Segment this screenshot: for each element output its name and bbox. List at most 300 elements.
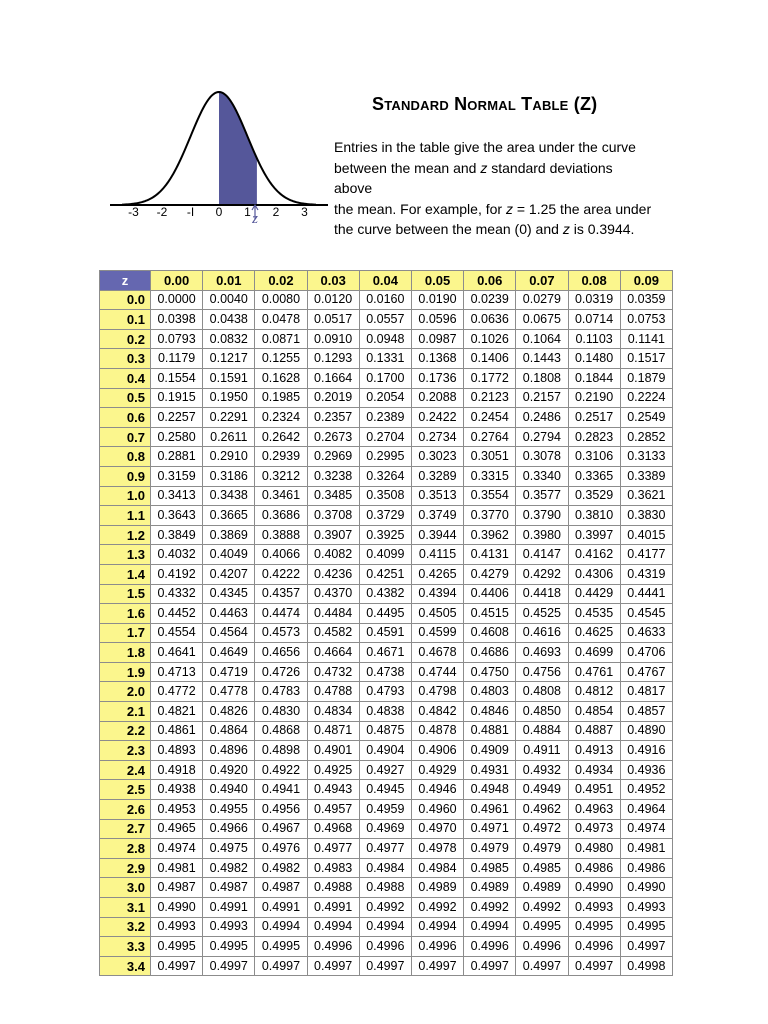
table-cell: 0.3810	[568, 506, 620, 526]
table-cell: 0.1950	[203, 388, 255, 408]
row-header: 1.5	[100, 584, 151, 604]
table-header	[100, 271, 673, 291]
table-row	[100, 604, 673, 624]
table-body	[100, 290, 673, 976]
table-cell: 0.3643	[151, 506, 203, 526]
table-cell: 0.4713	[151, 662, 203, 682]
table-cell: 0.4995	[516, 917, 568, 937]
table-cell: 0.4131	[464, 545, 516, 565]
table-cell: 0.4981	[151, 858, 203, 878]
table-cell: 0.4962	[516, 800, 568, 820]
table-cell: 0.1255	[255, 349, 307, 369]
z-column-header: z	[100, 271, 151, 291]
table-cell: 0.4115	[411, 545, 463, 565]
table-cell: 0.2995	[359, 447, 411, 467]
table-cell: 0.4920	[203, 760, 255, 780]
row-header: 3.4	[100, 956, 151, 976]
table-cell: 0.4641	[151, 643, 203, 663]
table-cell: 0.1368	[411, 349, 463, 369]
row-header: 2.4	[100, 760, 151, 780]
row-header: 1.3	[100, 545, 151, 565]
table-cell: 0.4904	[359, 741, 411, 761]
column-header: 0.06	[464, 271, 516, 291]
table-row	[100, 760, 673, 780]
table-cell: 0.4913	[568, 741, 620, 761]
table-cell: 0.4969	[359, 819, 411, 839]
table-cell: 0.4975	[203, 839, 255, 859]
table-cell: 0.4803	[464, 682, 516, 702]
table-cell: 0.4996	[464, 937, 516, 957]
table-cell: 0.4625	[568, 623, 620, 643]
table-cell: 0.4996	[411, 937, 463, 957]
table-row	[100, 937, 673, 957]
row-header: 0.4	[100, 368, 151, 388]
table-row	[100, 780, 673, 800]
table-cell: 0.4706	[620, 643, 672, 663]
table-cell: 0.4996	[568, 937, 620, 957]
table-cell: 0.0190	[411, 290, 463, 310]
table-cell: 0.4929	[411, 760, 463, 780]
table-cell: 0.4997	[151, 956, 203, 976]
table-cell: 0.3770	[464, 506, 516, 526]
table-cell: 0.4974	[151, 839, 203, 859]
table-cell: 0.4994	[307, 917, 359, 937]
table-cell: 0.4664	[307, 643, 359, 663]
table-cell: 0.4082	[307, 545, 359, 565]
table-cell: 0.2611	[203, 427, 255, 447]
table-cell: 0.4993	[151, 917, 203, 937]
table-cell: 0.2486	[516, 408, 568, 428]
table-cell: 0.4997	[568, 956, 620, 976]
table-cell: 0.4878	[411, 721, 463, 741]
table-cell: 0.4991	[255, 898, 307, 918]
table-cell: 0.0987	[411, 329, 463, 349]
table-cell: 0.2794	[516, 427, 568, 447]
table-row	[100, 486, 673, 506]
table-cell: 0.4406	[464, 584, 516, 604]
table-cell: 0.3830	[620, 506, 672, 526]
axis-tick-label: 1	[244, 205, 251, 219]
table-cell: 0.0239	[464, 290, 516, 310]
table-cell: 0.1844	[568, 368, 620, 388]
table-cell: 0.4996	[359, 937, 411, 957]
table-cell: 0.4649	[203, 643, 255, 663]
table-cell: 0.4207	[203, 564, 255, 584]
column-header: 0.09	[620, 271, 672, 291]
table-cell: 0.4292	[516, 564, 568, 584]
row-header: 2.8	[100, 839, 151, 859]
table-cell: 0.4997	[255, 956, 307, 976]
table-cell: 0.4992	[516, 898, 568, 918]
table-cell: 0.4671	[359, 643, 411, 663]
table-cell: 0.4616	[516, 623, 568, 643]
axis-tick-label: -2	[156, 205, 168, 219]
row-header: 1.8	[100, 643, 151, 663]
table-cell: 0.3413	[151, 486, 203, 506]
axis-tick-label: -3	[128, 205, 139, 219]
table-cell: 0.3529	[568, 486, 620, 506]
description-z: z	[505, 200, 513, 217]
table-row	[100, 800, 673, 820]
table-cell: 0.3461	[255, 486, 307, 506]
table-row	[100, 878, 673, 898]
table-cell: 0.4979	[516, 839, 568, 859]
table-cell: 0.4932	[516, 760, 568, 780]
table-cell: 0.4830	[255, 702, 307, 722]
table-cell: 0.4049	[203, 545, 255, 565]
table-row	[100, 584, 673, 604]
table-cell: 0.4922	[255, 760, 307, 780]
table-cell: 0.4952	[620, 780, 672, 800]
axis-tick-label: 0	[215, 205, 223, 219]
table-description	[334, 137, 654, 240]
table-cell: 0.4265	[411, 564, 463, 584]
table-cell: 0.4955	[203, 800, 255, 820]
table-cell: 0.4986	[568, 858, 620, 878]
table-cell: 0.3577	[516, 486, 568, 506]
table-row	[100, 545, 673, 565]
table-cell: 0.0478	[255, 310, 307, 330]
table-cell: 0.4452	[151, 604, 203, 624]
table-cell: 0.4656	[255, 643, 307, 663]
table-cell: 0.2673	[307, 427, 359, 447]
table-cell: 0.4994	[411, 917, 463, 937]
table-cell: 0.4066	[255, 545, 307, 565]
table-cell: 0.1293	[307, 349, 359, 369]
table-cell: 0.2224	[620, 388, 672, 408]
table-row	[100, 447, 673, 467]
table-cell: 0.4988	[307, 878, 359, 898]
table-row	[100, 858, 673, 878]
table-cell: 0.4778	[203, 682, 255, 702]
row-header: 2.3	[100, 741, 151, 761]
row-header: 0.5	[100, 388, 151, 408]
row-header: 3.3	[100, 937, 151, 957]
table-cell: 0.4941	[255, 780, 307, 800]
table-cell: 0.3729	[359, 506, 411, 526]
table-cell: 0.4973	[568, 819, 620, 839]
table-cell: 0.2190	[568, 388, 620, 408]
column-header: 0.00	[151, 271, 203, 291]
table-cell: 0.3485	[307, 486, 359, 506]
table-cell: 0.4463	[203, 604, 255, 624]
table-cell: 0.0910	[307, 329, 359, 349]
table-cell: 0.2054	[359, 388, 411, 408]
table-cell: 0.4554	[151, 623, 203, 643]
table-row	[100, 310, 673, 330]
table-cell: 0.3849	[151, 525, 203, 545]
table-cell: 0.4793	[359, 682, 411, 702]
table-cell: 0.4968	[307, 819, 359, 839]
table-cell: 0.0793	[151, 329, 203, 349]
table-cell: 0.3513	[411, 486, 463, 506]
table-row	[100, 956, 673, 976]
table-cell: 0.4957	[307, 800, 359, 820]
table-cell: 0.0359	[620, 290, 672, 310]
table-cell: 0.4761	[568, 662, 620, 682]
table-cell: 0.0557	[359, 310, 411, 330]
table-cell: 0.4564	[203, 623, 255, 643]
table-cell: 0.4976	[255, 839, 307, 859]
table-cell: 0.1772	[464, 368, 516, 388]
table-cell: 0.4965	[151, 819, 203, 839]
table-cell: 0.4925	[307, 760, 359, 780]
column-header: 0.04	[359, 271, 411, 291]
table-cell: 0.4738	[359, 662, 411, 682]
table-cell: 0.4147	[516, 545, 568, 565]
table-cell: 0.3790	[516, 506, 568, 526]
table-cell: 0.4826	[203, 702, 255, 722]
table-cell: 0.4726	[255, 662, 307, 682]
table-cell: 0.4884	[516, 721, 568, 741]
table-cell: 0.4732	[307, 662, 359, 682]
description-line-2b: standard deviations above	[334, 159, 613, 196]
table-cell: 0.3051	[464, 447, 516, 467]
table-cell: 0.0714	[568, 310, 620, 330]
table-cell: 0.4279	[464, 564, 516, 584]
table-row	[100, 506, 673, 526]
table-cell: 0.4948	[464, 780, 516, 800]
table-cell: 0.3186	[203, 466, 255, 486]
page-title: Standard Normal Table (Z)	[372, 94, 598, 114]
column-header: 0.07	[516, 271, 568, 291]
table-cell: 0.4997	[307, 956, 359, 976]
table-cell: 0.2969	[307, 447, 359, 467]
table-row	[100, 290, 673, 310]
table-cell: 0.4951	[568, 780, 620, 800]
table-cell: 0.4990	[568, 878, 620, 898]
table-row	[100, 819, 673, 839]
table-cell: 0.0319	[568, 290, 620, 310]
table-cell: 0.4998	[620, 956, 672, 976]
table-cell: 0.4995	[568, 917, 620, 937]
table-cell: 0.2852	[620, 427, 672, 447]
table-cell: 0.2517	[568, 408, 620, 428]
table-cell: 0.0832	[203, 329, 255, 349]
table-row	[100, 682, 673, 702]
table-cell: 0.4974	[620, 819, 672, 839]
table-cell: 0.4997	[464, 956, 516, 976]
table-cell: 0.3438	[203, 486, 255, 506]
row-header: 0.6	[100, 408, 151, 428]
description-line-1: Entries in the table give the area under the curve	[334, 139, 636, 155]
table-cell: 0.2123	[464, 388, 516, 408]
table-cell: 0.4943	[307, 780, 359, 800]
table-row	[100, 898, 673, 918]
table-cell: 0.4251	[359, 564, 411, 584]
table-cell: 0.2939	[255, 447, 307, 467]
table-cell: 0.4515	[464, 604, 516, 624]
table-cell: 0.2291	[203, 408, 255, 428]
table-cell: 0.4987	[255, 878, 307, 898]
table-cell: 0.4177	[620, 545, 672, 565]
table-cell: 0.3264	[359, 466, 411, 486]
table-cell: 0.1103	[568, 329, 620, 349]
table-cell: 0.4956	[255, 800, 307, 820]
table-cell: 0.0871	[255, 329, 307, 349]
row-header: 3.2	[100, 917, 151, 937]
table-cell: 0.4192	[151, 564, 203, 584]
table-cell: 0.1480	[568, 349, 620, 369]
table-cell: 0.1700	[359, 368, 411, 388]
table-cell: 0.3133	[620, 447, 672, 467]
table-row	[100, 662, 673, 682]
table-cell: 0.1179	[151, 349, 203, 369]
normal-curve-figure	[108, 88, 330, 228]
table-cell: 0.4987	[151, 878, 203, 898]
table-cell: 0.4977	[359, 839, 411, 859]
shaded-area	[219, 92, 257, 205]
row-header: 1.2	[100, 525, 151, 545]
row-header: 1.9	[100, 662, 151, 682]
table-cell: 0.4906	[411, 741, 463, 761]
description-z: z	[562, 221, 570, 237]
table-cell: 0.4997	[620, 937, 672, 957]
table-cell: 0.3686	[255, 506, 307, 526]
column-header: 0.03	[307, 271, 359, 291]
table-cell: 0.4992	[359, 898, 411, 918]
table-cell: 0.4982	[255, 858, 307, 878]
table-cell: 0.4893	[151, 741, 203, 761]
row-header: 0.9	[100, 466, 151, 486]
description-line-2a: between the mean and	[334, 159, 481, 176]
table-cell: 0.2549	[620, 408, 672, 428]
table-cell: 0.3554	[464, 486, 516, 506]
table-cell: 0.1736	[411, 368, 463, 388]
table-cell: 0.4945	[359, 780, 411, 800]
row-header: 1.1	[100, 506, 151, 526]
table-row	[100, 623, 673, 643]
table-cell: 0.2704	[359, 427, 411, 447]
table-cell: 0.4992	[411, 898, 463, 918]
table-cell: 0.2257	[151, 408, 203, 428]
table-cell: 0.4495	[359, 604, 411, 624]
table-cell: 0.4236	[307, 564, 359, 584]
table-cell: 0.3365	[568, 466, 620, 486]
table-cell: 0.4977	[307, 839, 359, 859]
table-cell: 0.3508	[359, 486, 411, 506]
table-cell: 0.0948	[359, 329, 411, 349]
table-cell: 0.4940	[203, 780, 255, 800]
table-cell: 0.4678	[411, 643, 463, 663]
table-cell: 0.4608	[464, 623, 516, 643]
table-cell: 0.4394	[411, 584, 463, 604]
description-line-3b: = 1.25 the area under	[512, 200, 652, 217]
table-cell: 0.3389	[620, 466, 672, 486]
table-cell: 0.1443	[516, 349, 568, 369]
table-cell: 0.3997	[568, 525, 620, 545]
table-row	[100, 643, 673, 663]
table-cell: 0.4834	[307, 702, 359, 722]
table-cell: 0.4162	[568, 545, 620, 565]
row-header: 0.7	[100, 427, 151, 447]
table-cell: 0.4535	[568, 604, 620, 624]
table-row	[100, 564, 673, 584]
table-cell: 0.3078	[516, 447, 568, 467]
table-cell: 0.1628	[255, 368, 307, 388]
table-cell: 0.4911	[516, 741, 568, 761]
table-cell: 0.4931	[464, 760, 516, 780]
table-cell: 0.4846	[464, 702, 516, 722]
table-row	[100, 839, 673, 859]
table-cell: 0.3212	[255, 466, 307, 486]
row-header: 2.9	[100, 858, 151, 878]
table-cell: 0.4838	[359, 702, 411, 722]
row-header: 0.0	[100, 290, 151, 310]
table-cell: 0.1026	[464, 329, 516, 349]
table-cell: 0.4967	[255, 819, 307, 839]
row-header: 1.0	[100, 486, 151, 506]
table-cell: 0.4997	[516, 956, 568, 976]
table-cell: 0.4756	[516, 662, 568, 682]
row-header: 1.7	[100, 623, 151, 643]
table-cell: 0.0675	[516, 310, 568, 330]
table-cell: 0.4949	[516, 780, 568, 800]
table-cell: 0.4990	[620, 878, 672, 898]
table-cell: 0.4898	[255, 741, 307, 761]
table-cell: 0.4633	[620, 623, 672, 643]
table-cell: 0.2642	[255, 427, 307, 447]
table-cell: 0.1554	[151, 368, 203, 388]
table-cell: 0.4868	[255, 721, 307, 741]
table-cell: 0.4995	[255, 937, 307, 957]
table-cell: 0.4817	[620, 682, 672, 702]
table-cell: 0.3315	[464, 466, 516, 486]
table-cell: 0.4864	[203, 721, 255, 741]
table-cell: 0.4744	[411, 662, 463, 682]
table-cell: 0.2881	[151, 447, 203, 467]
table-cell: 0.1217	[203, 349, 255, 369]
table-cell: 0.4909	[464, 741, 516, 761]
table-cell: 0.1879	[620, 368, 672, 388]
table-cell: 0.0398	[151, 310, 203, 330]
table-cell: 0.3925	[359, 525, 411, 545]
row-header: 0.3	[100, 349, 151, 369]
table-cell: 0.4993	[620, 898, 672, 918]
table-cell: 0.1591	[203, 368, 255, 388]
table-cell: 0.2764	[464, 427, 516, 447]
table-cell: 0.4934	[568, 760, 620, 780]
table-cell: 0.4857	[620, 702, 672, 722]
description-line-3a: the mean. For example, for	[334, 200, 506, 217]
table-row	[100, 388, 673, 408]
table-cell: 0.3238	[307, 466, 359, 486]
table-cell: 0.1985	[255, 388, 307, 408]
table-cell: 0.4916	[620, 741, 672, 761]
table-cell: 0.4997	[203, 956, 255, 976]
table-cell: 0.2910	[203, 447, 255, 467]
table-cell: 0.2389	[359, 408, 411, 428]
row-header: 2.7	[100, 819, 151, 839]
table-cell: 0.4418	[516, 584, 568, 604]
table-cell: 0.4788	[307, 682, 359, 702]
table-cell: 0.4505	[411, 604, 463, 624]
table-cell: 0.4099	[359, 545, 411, 565]
table-cell: 0.4332	[151, 584, 203, 604]
description-z: z	[480, 159, 488, 176]
table-cell: 0.4719	[203, 662, 255, 682]
table-cell: 0.0753	[620, 310, 672, 330]
row-header: 2.1	[100, 702, 151, 722]
table-cell: 0.4961	[464, 800, 516, 820]
table-row	[100, 702, 673, 722]
table-cell: 0.0279	[516, 290, 568, 310]
table-cell: 0.4980	[568, 839, 620, 859]
table-cell: 0.4994	[359, 917, 411, 937]
z-marker-label: z	[252, 211, 258, 227]
table-cell: 0.4992	[464, 898, 516, 918]
table-cell: 0.4896	[203, 741, 255, 761]
